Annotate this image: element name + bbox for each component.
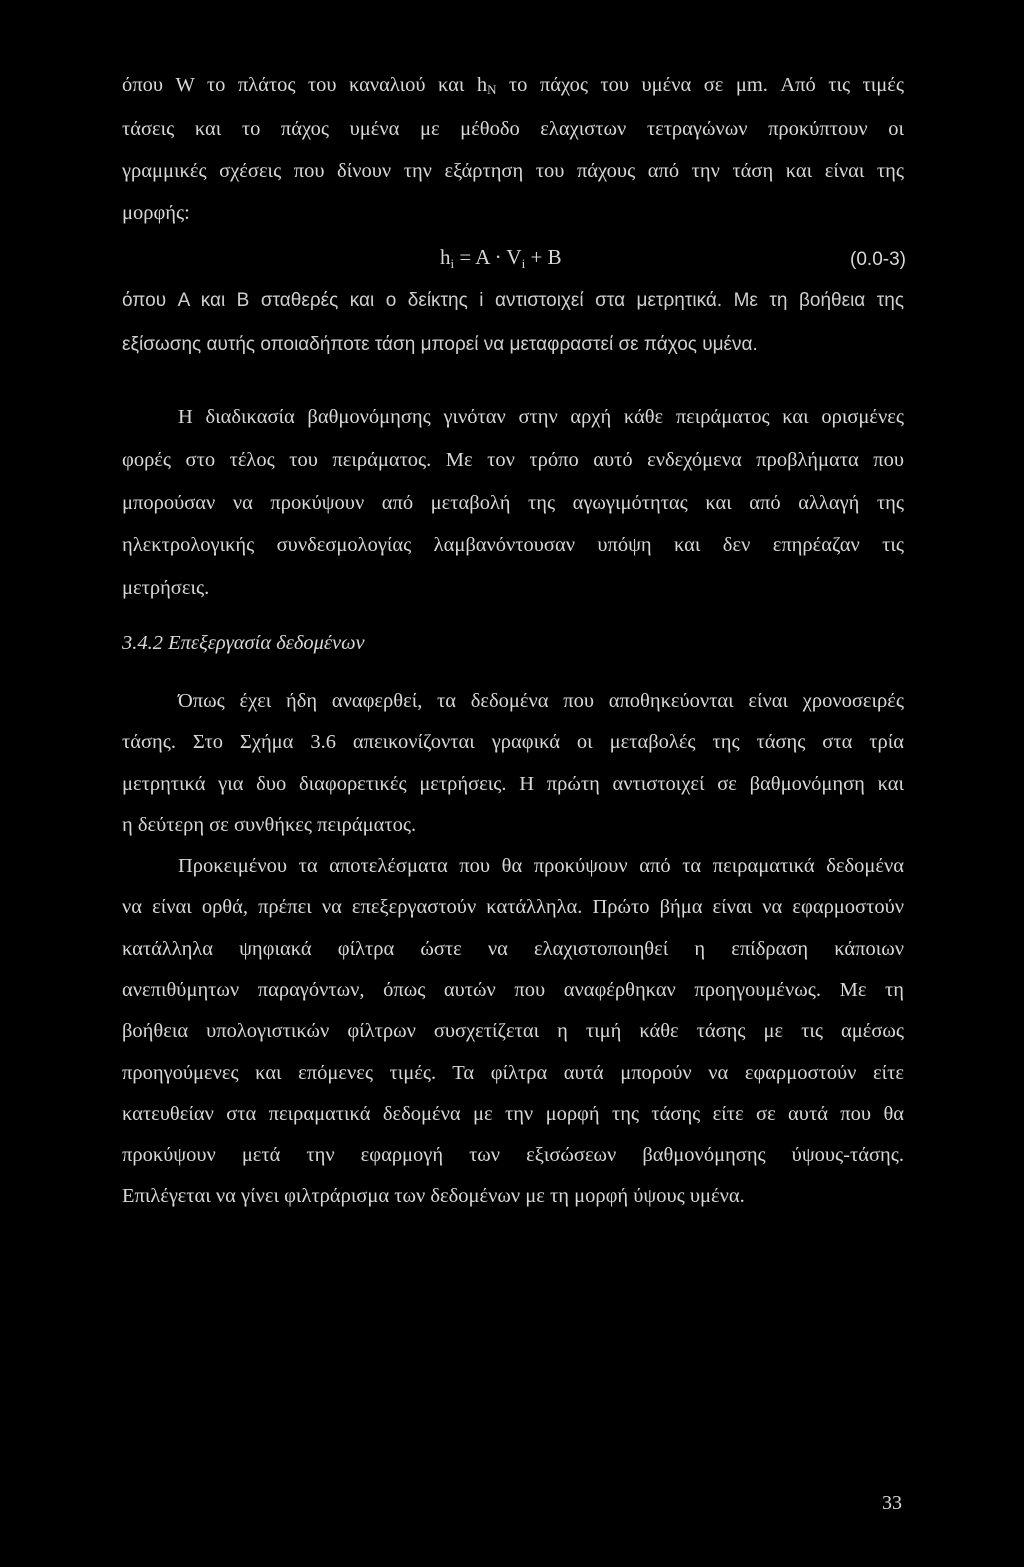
equation-subscript: i (521, 256, 526, 271)
text-line: Προκειμένου τα αποτελέσματα που θα προκύψουν από τα πειραματικά δεδομένα (178, 855, 904, 877)
text-line: κατάλληλα ψηφιακά φίλτρα ώστε να ελαχιστοποιηθεί η επίδραση κάποιων (122, 938, 904, 960)
text-line: Η διαδικασία βαθμονόμησης γινόταν στην αρχή κάθε πειράματος και ορισμένες (178, 406, 904, 428)
text-line: μετρητικά για δυο διαφορετικές μετρήσεις. Η πρώτη αντιστοιχεί σε βαθμονόμηση και (122, 773, 904, 795)
text-line: μπορούσαν να προκύψουν από μεταβολή της αγωγιμότητας και από αλλαγή της (122, 492, 904, 514)
text-line: Όπως έχει ήδη αναφερθεί, τα δεδομένα που αποθηκεύονται είναι χρονοσειρές (178, 690, 904, 712)
equation-mid: = A · V (454, 245, 522, 269)
text-line: τάσης. Στο Σχήμα 3.6 απεικονίζονται γραφικά οι μεταβολές της τάσης στα τρία (122, 731, 904, 753)
text-line: μετρήσεις. (122, 577, 210, 599)
text-line: κατευθείαν στα πειραματικά δεδομένα με την μορφή της τάσης είτε σε αυτά που θα (122, 1103, 904, 1125)
text-line: προκύψουν μετά την εφαρμογή των εξισώσεων βαθμονόμησης ύψους-τάσης. (122, 1144, 904, 1166)
equation-rhs: + B (525, 245, 562, 269)
equation-subscript: i (450, 256, 455, 271)
text-line (122, 72, 904, 103)
text-line: ηλεκτρολογικής συνδεσμολογίας λαμβανόντουσαν υπόψη και δεν επηρέαζαν τις (122, 534, 904, 556)
text-fragment: το πάχος του υμένα σε μm. Από τις τιμές (496, 74, 904, 96)
text-line: ανεπιθύμητων παραγόντων, όπως αυτών που αναφέρθηκαν προηγουμένως. Με τη (122, 979, 904, 1001)
text-line: μορφής: (122, 202, 190, 224)
text-line: τάσεις και το πάχος υμένα με μέθοδο ελαχιστων τετραγώνων προκύπτουν οι (122, 118, 904, 140)
text-fragment: όπου W το πλάτος του καναλιού και h (122, 74, 488, 96)
section-heading: 3.4.2 Επεξεργασία δεδομένων (122, 632, 365, 654)
text-line: όπου A και B σταθερές και ο δείκτης i αντιστοιχεί στα μετρητικά. Με τη βοήθεια της (122, 290, 904, 311)
text-line: φορές στο τέλος του πειράματος. Με τον τρόπο αυτό ενδεχόμενα προβλήματα που (122, 449, 904, 471)
equation (440, 244, 562, 277)
text-line: η δεύτερη σε συνθήκες πειράματος. (122, 814, 417, 836)
text-line: Επιλέγεται να γίνει φιλτράρισμα των δεδομένων με τη μορφή ύψους υμένα. (122, 1185, 745, 1207)
equation-number: (0.0-3) (850, 249, 906, 270)
subscript: N (487, 82, 497, 97)
equation-lhs: h (440, 245, 451, 269)
text-line: να είναι ορθά, πρέπει να επεξεργαστούν κατάλληλα. Πρώτο βήμα είναι να εφαρμοστούν (122, 896, 904, 918)
page-number: 33 (882, 1492, 902, 1514)
text-line: προηγούμενες και επόμενες τιμές. Τα φίλτρα αυτά μπορούν να εφαρμοστούν είτε (122, 1062, 904, 1084)
text-line: γραμμικές σχέσεις που δίνουν την εξάρτηση του πάχους από την τάση και είναι της (122, 160, 904, 182)
text-line: βοήθεια υπολογιστικών φίλτρων συσχετίζεται η τιμή κάθε τάσης με τις αμέσως (122, 1020, 904, 1042)
text-line: εξίσωσης αυτής οποιαδήποτε τάση μπορεί να μεταφραστεί σε πάχος υμένα. (122, 334, 758, 355)
